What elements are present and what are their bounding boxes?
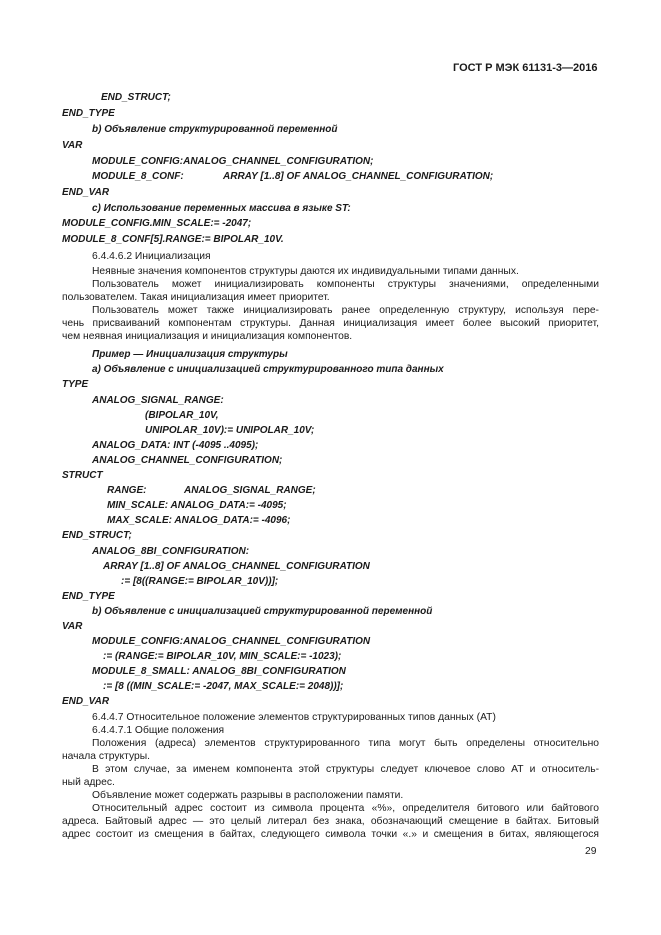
section-heading: 6.4.4.7.1 Общие положения <box>92 725 225 736</box>
body-text: В этом случае, за именем компонента этой структуры следует ключевое слово AT и относитель- <box>92 764 599 775</box>
body-text: Неявные значения компонентов структуры даются их индивидуальными типами данных. <box>92 266 519 277</box>
page-number: 29 <box>585 846 597 857</box>
code-line: ANALOG_DATA: INT (-4095 ..4095); <box>92 440 259 451</box>
body-text: Пользователь может также инициализировать ранее определенную структуру, используя пере- <box>92 305 599 316</box>
code-line: VAR <box>62 140 83 151</box>
code-line: := [8((RANGE:= BIPOLAR_10V))]; <box>121 576 279 587</box>
section-heading: 6.4.4.7 Относительное положение элементов структурированных типов данных (AT) <box>92 712 496 723</box>
body-text: Относительный адрес состоит из символа процента «%», определителя битового или байтового <box>92 803 599 814</box>
code-caption: b) Объявление структурированной переменной <box>92 124 338 135</box>
code-line: END_VAR <box>62 696 110 707</box>
code-line: END_TYPE <box>62 108 115 119</box>
code-line: (BIPOLAR_10V, <box>145 410 219 421</box>
body-text: адреса. Байтовый адрес — это целый литерал без знака, обозначающий смещение в байтах. Битовый <box>62 816 599 827</box>
code-line: MODULE_8_CONF: <box>92 171 184 182</box>
code-line: ANALOG_SIGNAL_RANGE: <box>92 395 224 406</box>
code-line: END_STRUCT; <box>62 530 132 541</box>
standard-header: ГОСТ Р МЭК 61131-3—2016 <box>453 62 598 74</box>
code-line: ANALOG_SIGNAL_RANGE; <box>184 485 316 496</box>
code-caption: c) Использование переменных массива в языке ST: <box>92 203 351 214</box>
code-line: TYPE <box>62 379 89 390</box>
code-line: ANALOG_CHANNEL_CONFIGURATION; <box>92 455 283 466</box>
body-text: чень присваиваний компонентам структуры. Данная инициализация имеет более высокий приоритет, <box>62 318 599 329</box>
body-text: чем неявная инициализация и инициализация компонентов. <box>62 331 353 342</box>
code-caption: b) Объявление с инициализацией структурированной переменной <box>92 606 433 617</box>
code-line: STRUCT <box>62 470 103 481</box>
code-line: MODULE_CONFIG:ANALOG_CHANNEL_CONFIGURATION; <box>92 156 374 167</box>
body-text: Положения (адреса) элементов структурированного типа могут быть определены относительно <box>92 738 599 749</box>
code-line: RANGE: <box>107 485 147 496</box>
code-line: MIN_SCALE: ANALOG_DATA:= -4095; <box>107 500 287 511</box>
code-line: ARRAY [1..8] OF ANALOG_CHANNEL_CONFIGURATION <box>103 561 370 572</box>
code-line: ARRAY [1..8] OF ANALOG_CHANNEL_CONFIGURATION; <box>223 171 494 182</box>
code-line: END_VAR <box>62 187 110 198</box>
body-text: Объявление может содержать разрывы в расположении памяти. <box>92 790 404 801</box>
body-text: ный адрес. <box>62 777 115 788</box>
code-line: := (RANGE:= BIPOLAR_10V, MIN_SCALE:= -1023); <box>103 651 342 662</box>
example-title: Пример — Инициализация структуры <box>92 349 288 360</box>
code-line: ANALOG_8BI_CONFIGURATION: <box>92 546 250 557</box>
code-line: MAX_SCALE: ANALOG_DATA:= -4096; <box>107 515 291 526</box>
code-line: := [8 ((MIN_SCALE:= -2047, MAX_SCALE:= 2048))]; <box>103 681 344 692</box>
code-line: MODULE_CONFIG.MIN_SCALE:= -2047; <box>62 218 252 229</box>
code-line: MODULE_CONFIG:ANALOG_CHANNEL_CONFIGURATION <box>92 636 371 647</box>
body-text: адрес состоит из смещения в байтах, следующего символа точки «.» и смещения в битах, являющегося <box>62 829 599 840</box>
section-heading: 6.4.4.6.2 Инициализация <box>92 251 211 262</box>
code-line: UNIPOLAR_10V):= UNIPOLAR_10V; <box>145 425 315 436</box>
body-text: начала структуры. <box>62 751 150 762</box>
body-text: пользователем. Такая инициализация имеет приоритет. <box>62 292 330 303</box>
code-line: MODULE_8_CONF[5].RANGE:= BIPOLAR_10V. <box>62 234 284 245</box>
code-line: END_TYPE <box>62 591 115 602</box>
code-line: END_STRUCT; <box>101 92 171 103</box>
code-line: VAR <box>62 621 83 632</box>
code-line: MODULE_8_SMALL: ANALOG_8BI_CONFIGURATION <box>92 666 346 677</box>
body-text: Пользователь может инициализировать компоненты структуры значениями, определенными <box>92 279 599 290</box>
code-caption: a) Объявление с инициализацией структурированного типа данных <box>92 364 444 375</box>
